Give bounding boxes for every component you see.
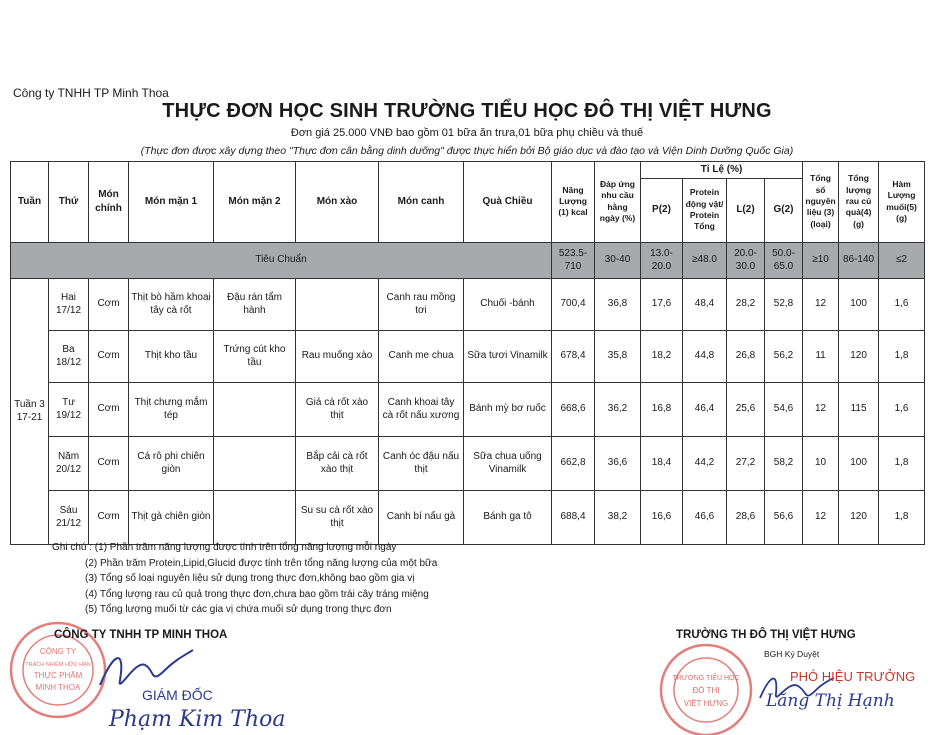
- cell-muoi: 1,6: [879, 382, 925, 436]
- cell-mon-chinh: Cơm: [89, 436, 129, 490]
- cell-man1: Thịt kho tầu: [129, 330, 214, 382]
- cell-qua-chieu: Sữa chua uống Vinamilk: [464, 436, 552, 490]
- footnote: (3) Tổng số loại nguyên liệu sử dụng trong thực đơn,không bao gồm gia vị: [85, 573, 415, 584]
- cell-tong-nguyen-lieu: 12: [803, 382, 839, 436]
- standard-protein: ≥48.0: [683, 242, 727, 278]
- footnote: (4) Tổng lượng rau củ quả trong thực đơn,chưa bao gồm trái cây tráng miệng: [85, 588, 429, 600]
- cell-g: 56,6: [765, 490, 803, 544]
- svg-text:TRÁCH NHIỆM HỮU HẠN: TRÁCH NHIỆM HỮU HẠN: [25, 662, 91, 668]
- header-protein: Protein động vật/ Protein Tổng: [683, 178, 727, 242]
- cell-dap-ung: 38,2: [595, 490, 641, 544]
- cell-tong-nguyen-lieu: 11: [803, 330, 839, 382]
- cell-tong-nguyen-lieu: 12: [803, 278, 839, 330]
- header-mon-canh: Món canh: [379, 162, 464, 243]
- cell-g: 56,2: [765, 330, 803, 382]
- header-mon-xao: Món xào: [296, 162, 379, 243]
- header-rau-cu: Tổng lượng rau củ quả(4) (g): [839, 162, 879, 243]
- table-row: [11, 490, 925, 544]
- standard-g: 50.0-65.0: [765, 242, 803, 278]
- cell-rau-cu: 100: [839, 436, 879, 490]
- standard-rau-cu: 86-140: [839, 242, 879, 278]
- cell-man2: [214, 382, 296, 436]
- cell-rau-cu: 100: [839, 278, 879, 330]
- svg-text:TRƯỜNG TIỂU HỌC: TRƯỜNG TIỂU HỌC: [672, 675, 740, 682]
- standard-p: 13.0-20.0: [641, 242, 683, 278]
- standard-label: Tiêu Chuẩn: [11, 242, 552, 278]
- cell-nang-luong: 678,4: [552, 330, 595, 382]
- week-label: Tuần 3 17-21: [11, 278, 49, 544]
- cell-p: 18,2: [641, 330, 683, 382]
- cell-mon-chinh: Cơm: [89, 330, 129, 382]
- svg-text:VIỆT HƯNG: VIỆT HƯNG: [683, 699, 729, 708]
- cell-g: 54,6: [765, 382, 803, 436]
- price-subtitle: Đơn giá 25.000 VNĐ bao gồm 01 bữa ăn trưa,01 bữa phụ chiều và thuế: [290, 127, 644, 139]
- cell-man2: Đậu rán tẩm hành: [214, 278, 296, 330]
- cell-muoi: 1,8: [879, 330, 925, 382]
- school-seal: [656, 640, 756, 735]
- cell-canh: Canh khoai tây cà rốt nấu xương: [379, 382, 464, 436]
- header-mon-man-2: Món mặn 2: [214, 162, 296, 243]
- cell-canh: Canh me chua: [379, 330, 464, 382]
- cell-qua-chieu: Chuối -bánh: [464, 278, 552, 330]
- cell-nang-luong: 700,4: [552, 278, 595, 330]
- svg-text:THỰC PHẨM: THỰC PHẨM: [33, 671, 83, 680]
- left-signer-name: Phạm Kim Thoa: [109, 707, 286, 732]
- footnote: (5) Tổng lượng muối từ các gia vị chứa muối sử dụng trong thực đơn: [85, 604, 392, 615]
- cell-muoi: 1,8: [879, 436, 925, 490]
- svg-text:ĐÔ THỊ: ĐÔ THỊ: [692, 686, 720, 695]
- left-org-name: CÔNG TY TNHH TP MINH THOA: [54, 629, 228, 641]
- header-tong-nguyen-lieu: Tổng số nguyên liệu (3) (loại): [803, 162, 839, 243]
- cell-l: 28,2: [727, 278, 765, 330]
- cell-man2: [214, 436, 296, 490]
- cell-rau-cu: 115: [839, 382, 879, 436]
- cell-l: 27,2: [727, 436, 765, 490]
- right-signer-name: Lăng Thị Hạnh: [766, 691, 895, 711]
- header-dap-ung: Đáp ứng nhu cầu hằng ngày (%): [595, 162, 641, 243]
- cell-l: 26,8: [727, 330, 765, 382]
- cell-dap-ung: 36,8: [595, 278, 641, 330]
- cell-xao: Rau muống xào: [296, 330, 379, 382]
- cell-qua-chieu: Sữa tươi Vinamilk: [464, 330, 552, 382]
- menu-source-note: (Thực đơn được xây dựng theo "Thực đơn cân bằng dinh dưỡng" được thực hiển bởi Bộ giáo dục và đào tạo và Viện Dinh Dưỡng Quốc Gia): [140, 145, 794, 157]
- cell-man2: [214, 490, 296, 544]
- cell-xao: Su su cà rốt xào thịt: [296, 490, 379, 544]
- cell-nang-luong: 668,6: [552, 382, 595, 436]
- right-approval-label: BGH Ký Duyệt: [764, 649, 820, 659]
- cell-man1: Thịt gà chiên giòn: [129, 490, 214, 544]
- cell-xao: [296, 278, 379, 330]
- standard-muoi: ≤2: [879, 242, 925, 278]
- table-row: [11, 382, 925, 436]
- cell-protein: 46,4: [683, 382, 727, 436]
- header-l: L(2): [727, 178, 765, 242]
- cell-tong-nguyen-lieu: 10: [803, 436, 839, 490]
- cell-tong-nguyen-lieu: 12: [803, 490, 839, 544]
- cell-dap-ung: 36,6: [595, 436, 641, 490]
- cell-g: 58,2: [765, 436, 803, 490]
- cell-mon-chinh: Cơm: [89, 382, 129, 436]
- cell-canh: Canh bí nấu gà: [379, 490, 464, 544]
- standard-nang-luong: 523.5-710: [552, 242, 595, 278]
- cell-man1: Thịt bò hầm khoai tây cà rốt: [129, 278, 214, 330]
- cell-thu: Sáu 21/12: [49, 490, 89, 544]
- cell-man1: Cá rô phi chiên giòn: [129, 436, 214, 490]
- cell-l: 25,6: [727, 382, 765, 436]
- page-title: THỰC ĐƠN HỌC SINH TRƯỜNG TIỂU HỌC ĐÔ THỊ VIỆT HƯNG: [162, 100, 772, 122]
- footnote: (2) Phần trăm Protein,Lipid,Glucid được tính trên tổng năng lượng của một bữa: [85, 557, 438, 569]
- header-mon-chinh: Món chính: [89, 162, 129, 243]
- header-muoi: Hàm Lượng muối(5) (g): [879, 162, 925, 243]
- cell-rau-cu: 120: [839, 490, 879, 544]
- standard-tong-nguyen-lieu: ≥10: [803, 242, 839, 278]
- footnotes: [52, 540, 437, 618]
- cell-thu: Tư 19/12: [49, 382, 89, 436]
- cell-p: 18,4: [641, 436, 683, 490]
- cell-mon-chinh: Cơm: [89, 490, 129, 544]
- table-row: [11, 330, 925, 382]
- cell-xao: Giá cà rốt xào thịt: [296, 382, 379, 436]
- company-name: Công ty TNHH TP Minh Thoa: [13, 86, 169, 100]
- cell-man1: Thịt chưng mắm tép: [129, 382, 214, 436]
- table-row: [11, 278, 925, 330]
- table-row: [11, 436, 925, 490]
- cell-thu: Ba 18/12: [49, 330, 89, 382]
- cell-canh: Canh óc đậu nấu thịt: [379, 436, 464, 490]
- header-thu: Thứ: [49, 162, 89, 243]
- cell-nang-luong: 688,4: [552, 490, 595, 544]
- cell-p: 16,6: [641, 490, 683, 544]
- cell-thu: Năm 20/12: [49, 436, 89, 490]
- cell-mon-chinh: Cơm: [89, 278, 129, 330]
- cell-g: 52,8: [765, 278, 803, 330]
- cell-rau-cu: 120: [839, 330, 879, 382]
- cell-p: 16,8: [641, 382, 683, 436]
- cell-nang-luong: 662,8: [552, 436, 595, 490]
- cell-dap-ung: 35,8: [595, 330, 641, 382]
- cell-p: 17,6: [641, 278, 683, 330]
- right-org-name: TRƯỜNG TH ĐÔ THỊ VIỆT HƯNG: [676, 629, 856, 641]
- cell-qua-chieu: Bánh mỳ bơ ruốc: [464, 382, 552, 436]
- cell-muoi: 1,6: [879, 278, 925, 330]
- header-ti-le: Tỉ Lệ (%): [641, 162, 803, 179]
- cell-canh: Canh rau mồng tơi: [379, 278, 464, 330]
- header-mon-man-1: Món mặn 1: [129, 162, 214, 243]
- cell-man2: Trứng cút kho tầu: [214, 330, 296, 382]
- header-nang-luong: Năng Lượng (1) kcal: [552, 162, 595, 243]
- cell-xao: Bắp cải cà rốt xào thịt: [296, 436, 379, 490]
- header-qua-chieu: Quà Chiều: [464, 162, 552, 243]
- header-g: G(2): [765, 178, 803, 242]
- cell-dap-ung: 36,2: [595, 382, 641, 436]
- cell-muoi: 1,8: [879, 490, 925, 544]
- header-tuan: Tuần: [11, 162, 49, 243]
- menu-table: [10, 161, 925, 545]
- standard-l: 20.0-30.0: [727, 242, 765, 278]
- svg-text:CÔNG TY: CÔNG TY: [39, 647, 77, 656]
- cell-qua-chieu: Bánh ga tô: [464, 490, 552, 544]
- standard-row: [11, 242, 925, 278]
- cell-thu: Hai 17/12: [49, 278, 89, 330]
- cell-protein: 44,2: [683, 436, 727, 490]
- cell-protein: 48,4: [683, 278, 727, 330]
- cell-protein: 46,6: [683, 490, 727, 544]
- footnote: Ghi chú : (1) Phần trăm năng lượng được tính trên tổng năng lượng mỗi ngày: [52, 542, 397, 553]
- cell-protein: 44,8: [683, 330, 727, 382]
- right-role: PHÓ HIỆU TRƯỞNG: [790, 669, 916, 684]
- cell-l: 28,6: [727, 490, 765, 544]
- header-p: P(2): [641, 178, 683, 242]
- svg-text:MINH THOA: MINH THOA: [35, 683, 81, 692]
- left-role: GIÁM ĐỐC: [142, 687, 213, 703]
- standard-dap-ung: 30-40: [595, 242, 641, 278]
